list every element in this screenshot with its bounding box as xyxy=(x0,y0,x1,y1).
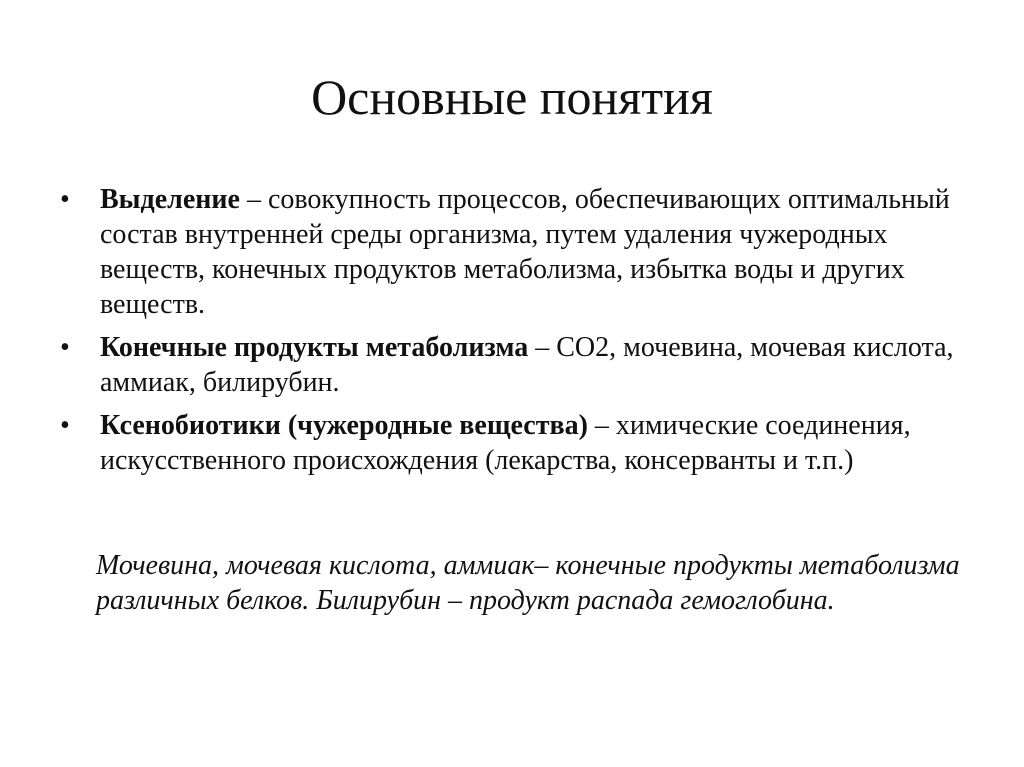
bullet-term: Ксенобиотики (чужеродные вещества) xyxy=(100,410,588,441)
bullet-definition: – совокупность процессов, обеспечивающих оптимальный состав внутренней среды организма, путем удаления чужеродных веществ, конечных продуктов метаболизма, избытка воды и других веществ. xyxy=(100,184,950,320)
bullet-definition: – СО2, мочевина, мочевая кислота, аммиак, билирубин. xyxy=(100,332,954,398)
bullet-term: Конечные продукты метаболизма xyxy=(100,332,529,363)
bullet-list xyxy=(60,182,980,486)
italic-note: Мочевина, мочевая кислота, аммиак– конечные продукты метаболизма различных белков. Билирубин – продукт распада гемоглобина. xyxy=(96,550,960,616)
bullet-marker-icon: • xyxy=(60,410,70,441)
bullet-definition: – химические соединения, искусственного происхождения (лекарства, консерванты и т.п.) xyxy=(100,410,911,476)
bullet-marker-icon: • xyxy=(60,332,70,363)
bullet-item-xenobiotics xyxy=(60,408,980,478)
bullet-term: Выделение xyxy=(100,184,240,215)
slide-title: Основные понятия xyxy=(311,69,713,125)
bullet-marker-icon: • xyxy=(60,184,70,215)
bullet-item-end-products xyxy=(60,330,980,400)
bullet-item-excretion xyxy=(60,182,980,322)
